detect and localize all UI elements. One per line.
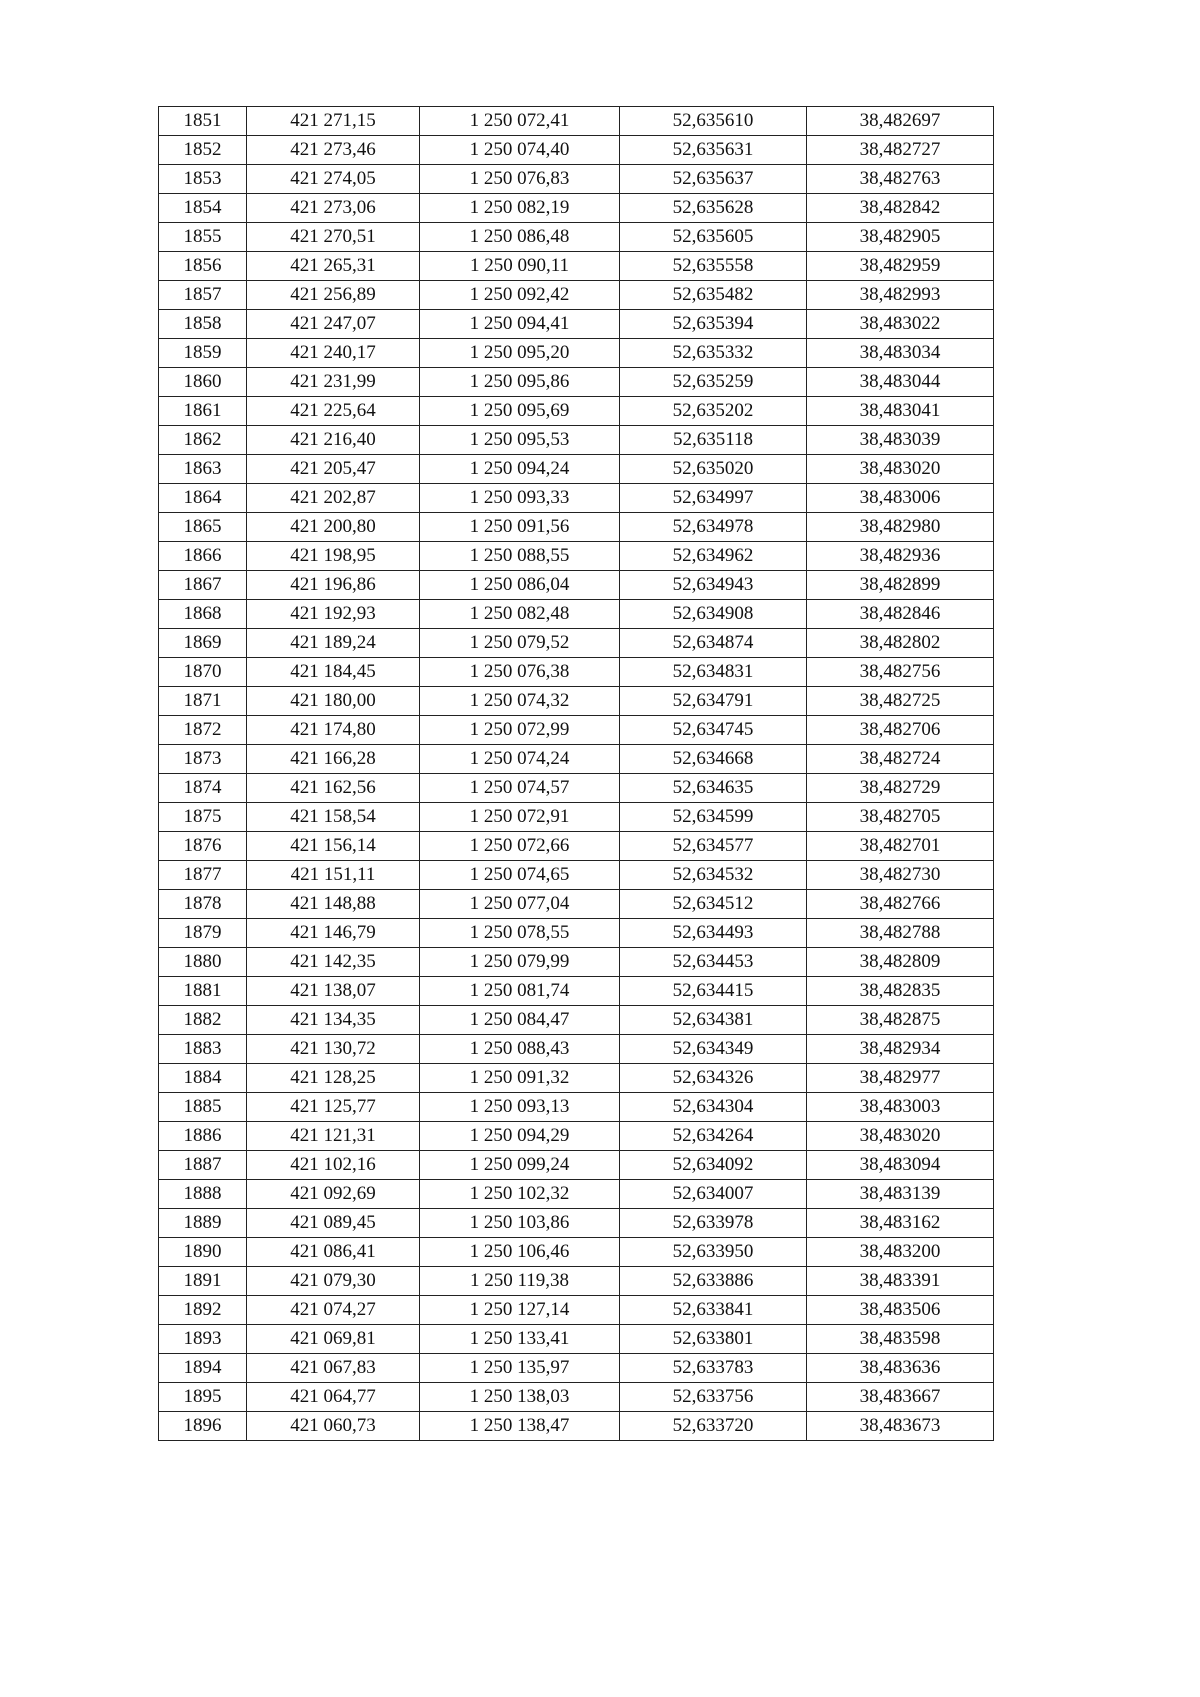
y-coordinate-cell: 1 250 127,14 [420,1296,620,1325]
x-coordinate-cell: 421 256,89 [247,281,420,310]
y-coordinate-cell: 1 250 082,19 [420,194,620,223]
table-row [159,513,994,542]
y-coordinate-cell: 1 250 119,38 [420,1267,620,1296]
latitude-cell: 52,635482 [620,281,807,310]
latitude-cell: 52,635020 [620,455,807,484]
point-number-cell: 1867 [159,571,247,600]
y-coordinate-cell: 1 250 133,41 [420,1325,620,1354]
latitude-cell: 52,635631 [620,136,807,165]
x-coordinate-cell: 421 148,88 [247,890,420,919]
longitude-cell: 38,482809 [807,948,994,977]
longitude-cell: 38,483020 [807,1122,994,1151]
table-row [159,107,994,136]
x-coordinate-cell: 421 200,80 [247,513,420,542]
longitude-cell: 38,483506 [807,1296,994,1325]
table-row [159,600,994,629]
x-coordinate-cell: 421 158,54 [247,803,420,832]
x-coordinate-cell: 421 092,69 [247,1180,420,1209]
longitude-cell: 38,483039 [807,426,994,455]
table-row [159,1325,994,1354]
table-row [159,716,994,745]
x-coordinate-cell: 421 216,40 [247,426,420,455]
point-number-cell: 1853 [159,165,247,194]
y-coordinate-cell: 1 250 084,47 [420,1006,620,1035]
y-coordinate-cell: 1 250 099,24 [420,1151,620,1180]
latitude-cell: 52,635605 [620,223,807,252]
longitude-cell: 38,482730 [807,861,994,890]
table-row [159,1296,994,1325]
point-number-cell: 1866 [159,542,247,571]
y-coordinate-cell: 1 250 081,74 [420,977,620,1006]
table-row [159,1006,994,1035]
point-number-cell: 1862 [159,426,247,455]
table-row [159,977,994,1006]
x-coordinate-cell: 421 180,00 [247,687,420,716]
longitude-cell: 38,482727 [807,136,994,165]
point-number-cell: 1860 [159,368,247,397]
point-number-cell: 1880 [159,948,247,977]
longitude-cell: 38,482959 [807,252,994,281]
y-coordinate-cell: 1 250 090,11 [420,252,620,281]
latitude-cell: 52,634577 [620,832,807,861]
latitude-cell: 52,633801 [620,1325,807,1354]
y-coordinate-cell: 1 250 094,29 [420,1122,620,1151]
table-row [159,1151,994,1180]
y-coordinate-cell: 1 250 093,33 [420,484,620,513]
longitude-cell: 38,483003 [807,1093,994,1122]
table-row [159,252,994,281]
latitude-cell: 52,634908 [620,600,807,629]
table-row [159,397,994,426]
longitude-cell: 38,482701 [807,832,994,861]
latitude-cell: 52,634831 [620,658,807,687]
x-coordinate-cell: 421 086,41 [247,1238,420,1267]
x-coordinate-cell: 421 067,83 [247,1354,420,1383]
longitude-cell: 38,482763 [807,165,994,194]
latitude-cell: 52,633756 [620,1383,807,1412]
y-coordinate-cell: 1 250 091,56 [420,513,620,542]
point-number-cell: 1869 [159,629,247,658]
table-row [159,1122,994,1151]
latitude-cell: 52,634453 [620,948,807,977]
table-row [159,687,994,716]
x-coordinate-cell: 421 138,07 [247,977,420,1006]
y-coordinate-cell: 1 250 102,32 [420,1180,620,1209]
point-number-cell: 1894 [159,1354,247,1383]
longitude-cell: 38,482697 [807,107,994,136]
longitude-cell: 38,483041 [807,397,994,426]
longitude-cell: 38,482905 [807,223,994,252]
y-coordinate-cell: 1 250 072,99 [420,716,620,745]
latitude-cell: 52,634874 [620,629,807,658]
latitude-cell: 52,635628 [620,194,807,223]
point-number-cell: 1874 [159,774,247,803]
x-coordinate-cell: 421 274,05 [247,165,420,194]
table-row [159,1412,994,1441]
latitude-cell: 52,635610 [620,107,807,136]
latitude-cell: 52,634668 [620,745,807,774]
table-row [159,803,994,832]
longitude-cell: 38,482706 [807,716,994,745]
y-coordinate-cell: 1 250 094,41 [420,310,620,339]
x-coordinate-cell: 421 146,79 [247,919,420,948]
x-coordinate-cell: 421 134,35 [247,1006,420,1035]
point-number-cell: 1865 [159,513,247,542]
longitude-cell: 38,483598 [807,1325,994,1354]
y-coordinate-cell: 1 250 077,04 [420,890,620,919]
x-coordinate-cell: 421 060,73 [247,1412,420,1441]
latitude-cell: 52,634007 [620,1180,807,1209]
table-row [159,542,994,571]
latitude-cell: 52,634349 [620,1035,807,1064]
x-coordinate-cell: 421 270,51 [247,223,420,252]
point-number-cell: 1876 [159,832,247,861]
x-coordinate-cell: 421 166,28 [247,745,420,774]
y-coordinate-cell: 1 250 135,97 [420,1354,620,1383]
table-row [159,1383,994,1412]
latitude-cell: 52,634264 [620,1122,807,1151]
latitude-cell: 52,634978 [620,513,807,542]
longitude-cell: 38,483044 [807,368,994,397]
longitude-cell: 38,482899 [807,571,994,600]
longitude-cell: 38,483022 [807,310,994,339]
x-coordinate-cell: 421 089,45 [247,1209,420,1238]
x-coordinate-cell: 421 074,27 [247,1296,420,1325]
x-coordinate-cell: 421 240,17 [247,339,420,368]
longitude-cell: 38,482724 [807,745,994,774]
x-coordinate-cell: 421 231,99 [247,368,420,397]
point-number-cell: 1875 [159,803,247,832]
table-row [159,832,994,861]
latitude-cell: 52,633783 [620,1354,807,1383]
y-coordinate-cell: 1 250 074,24 [420,745,620,774]
latitude-cell: 52,635394 [620,310,807,339]
y-coordinate-cell: 1 250 094,24 [420,455,620,484]
point-number-cell: 1884 [159,1064,247,1093]
x-coordinate-cell: 421 130,72 [247,1035,420,1064]
latitude-cell: 52,633720 [620,1412,807,1441]
x-coordinate-cell: 421 151,11 [247,861,420,890]
table-row [159,1064,994,1093]
x-coordinate-cell: 421 225,64 [247,397,420,426]
x-coordinate-cell: 421 189,24 [247,629,420,658]
latitude-cell: 52,634092 [620,1151,807,1180]
latitude-cell: 52,635558 [620,252,807,281]
point-number-cell: 1873 [159,745,247,774]
table-row [159,571,994,600]
x-coordinate-cell: 421 079,30 [247,1267,420,1296]
longitude-cell: 38,482846 [807,600,994,629]
y-coordinate-cell: 1 250 074,40 [420,136,620,165]
point-number-cell: 1859 [159,339,247,368]
longitude-cell: 38,483094 [807,1151,994,1180]
latitude-cell: 52,633886 [620,1267,807,1296]
longitude-cell: 38,482802 [807,629,994,658]
y-coordinate-cell: 1 250 138,03 [420,1383,620,1412]
x-coordinate-cell: 421 273,06 [247,194,420,223]
x-coordinate-cell: 421 205,47 [247,455,420,484]
y-coordinate-cell: 1 250 095,86 [420,368,620,397]
x-coordinate-cell: 421 271,15 [247,107,420,136]
point-number-cell: 1893 [159,1325,247,1354]
point-number-cell: 1888 [159,1180,247,1209]
longitude-cell: 38,483162 [807,1209,994,1238]
longitude-cell: 38,483200 [807,1238,994,1267]
longitude-cell: 38,482705 [807,803,994,832]
point-number-cell: 1885 [159,1093,247,1122]
table-row [159,658,994,687]
y-coordinate-cell: 1 250 103,86 [420,1209,620,1238]
latitude-cell: 52,634745 [620,716,807,745]
longitude-cell: 38,482842 [807,194,994,223]
point-number-cell: 1868 [159,600,247,629]
latitude-cell: 52,634599 [620,803,807,832]
longitude-cell: 38,483391 [807,1267,994,1296]
longitude-cell: 38,483139 [807,1180,994,1209]
table-row [159,484,994,513]
y-coordinate-cell: 1 250 076,83 [420,165,620,194]
table-row [159,426,994,455]
point-number-cell: 1851 [159,107,247,136]
longitude-cell: 38,483673 [807,1412,994,1441]
y-coordinate-cell: 1 250 072,66 [420,832,620,861]
y-coordinate-cell: 1 250 088,55 [420,542,620,571]
longitude-cell: 38,482835 [807,977,994,1006]
table-row [159,1093,994,1122]
longitude-cell: 38,482980 [807,513,994,542]
table-row [159,368,994,397]
x-coordinate-cell: 421 184,45 [247,658,420,687]
y-coordinate-cell: 1 250 072,41 [420,107,620,136]
point-number-cell: 1882 [159,1006,247,1035]
table-row [159,861,994,890]
coordinates-table [158,106,994,1441]
x-coordinate-cell: 421 198,95 [247,542,420,571]
latitude-cell: 52,635118 [620,426,807,455]
table-row [159,919,994,948]
table-row [159,1180,994,1209]
point-number-cell: 1855 [159,223,247,252]
longitude-cell: 38,482977 [807,1064,994,1093]
x-coordinate-cell: 421 069,81 [247,1325,420,1354]
longitude-cell: 38,482766 [807,890,994,919]
point-number-cell: 1878 [159,890,247,919]
latitude-cell: 52,634512 [620,890,807,919]
latitude-cell: 52,635202 [620,397,807,426]
y-coordinate-cell: 1 250 078,55 [420,919,620,948]
table-row [159,136,994,165]
longitude-cell: 38,483006 [807,484,994,513]
point-number-cell: 1877 [159,861,247,890]
longitude-cell: 38,482875 [807,1006,994,1035]
y-coordinate-cell: 1 250 091,32 [420,1064,620,1093]
y-coordinate-cell: 1 250 095,20 [420,339,620,368]
latitude-cell: 52,634326 [620,1064,807,1093]
point-number-cell: 1883 [159,1035,247,1064]
latitude-cell: 52,634962 [620,542,807,571]
point-number-cell: 1872 [159,716,247,745]
y-coordinate-cell: 1 250 076,38 [420,658,620,687]
y-coordinate-cell: 1 250 074,57 [420,774,620,803]
y-coordinate-cell: 1 250 079,99 [420,948,620,977]
x-coordinate-cell: 421 064,77 [247,1383,420,1412]
table-row [159,1238,994,1267]
x-coordinate-cell: 421 265,31 [247,252,420,281]
longitude-cell: 38,482725 [807,687,994,716]
longitude-cell: 38,482934 [807,1035,994,1064]
y-coordinate-cell: 1 250 072,91 [420,803,620,832]
table-row [159,1035,994,1064]
y-coordinate-cell: 1 250 074,32 [420,687,620,716]
table-row [159,1209,994,1238]
x-coordinate-cell: 421 174,80 [247,716,420,745]
x-coordinate-cell: 421 156,14 [247,832,420,861]
point-number-cell: 1895 [159,1383,247,1412]
point-number-cell: 1879 [159,919,247,948]
table-row [159,455,994,484]
longitude-cell: 38,482729 [807,774,994,803]
latitude-cell: 52,633978 [620,1209,807,1238]
longitude-cell: 38,483020 [807,455,994,484]
latitude-cell: 52,635637 [620,165,807,194]
table-row [159,948,994,977]
point-number-cell: 1886 [159,1122,247,1151]
point-number-cell: 1857 [159,281,247,310]
longitude-cell: 38,482993 [807,281,994,310]
latitude-cell: 52,633950 [620,1238,807,1267]
point-number-cell: 1896 [159,1412,247,1441]
y-coordinate-cell: 1 250 095,53 [420,426,620,455]
table-row [159,1267,994,1296]
x-coordinate-cell: 421 121,31 [247,1122,420,1151]
y-coordinate-cell: 1 250 106,46 [420,1238,620,1267]
table-row [159,339,994,368]
table-row [159,745,994,774]
latitude-cell: 52,634791 [620,687,807,716]
latitude-cell: 52,634635 [620,774,807,803]
latitude-cell: 52,634493 [620,919,807,948]
x-coordinate-cell: 421 192,93 [247,600,420,629]
x-coordinate-cell: 421 142,35 [247,948,420,977]
longitude-cell: 38,482756 [807,658,994,687]
point-number-cell: 1892 [159,1296,247,1325]
longitude-cell: 38,483636 [807,1354,994,1383]
x-coordinate-cell: 421 128,25 [247,1064,420,1093]
y-coordinate-cell: 1 250 082,48 [420,600,620,629]
y-coordinate-cell: 1 250 079,52 [420,629,620,658]
table-row [159,165,994,194]
y-coordinate-cell: 1 250 138,47 [420,1412,620,1441]
x-coordinate-cell: 421 102,16 [247,1151,420,1180]
latitude-cell: 52,634381 [620,1006,807,1035]
x-coordinate-cell: 421 196,86 [247,571,420,600]
point-number-cell: 1863 [159,455,247,484]
y-coordinate-cell: 1 250 088,43 [420,1035,620,1064]
longitude-cell: 38,482936 [807,542,994,571]
latitude-cell: 52,634415 [620,977,807,1006]
point-number-cell: 1861 [159,397,247,426]
y-coordinate-cell: 1 250 074,65 [420,861,620,890]
latitude-cell: 52,635259 [620,368,807,397]
coordinates-table-body [159,107,994,1441]
latitude-cell: 52,634532 [620,861,807,890]
latitude-cell: 52,634304 [620,1093,807,1122]
point-number-cell: 1864 [159,484,247,513]
y-coordinate-cell: 1 250 086,48 [420,223,620,252]
point-number-cell: 1870 [159,658,247,687]
x-coordinate-cell: 421 273,46 [247,136,420,165]
point-number-cell: 1852 [159,136,247,165]
y-coordinate-cell: 1 250 092,42 [420,281,620,310]
point-number-cell: 1856 [159,252,247,281]
point-number-cell: 1889 [159,1209,247,1238]
point-number-cell: 1890 [159,1238,247,1267]
latitude-cell: 52,634943 [620,571,807,600]
latitude-cell: 52,633841 [620,1296,807,1325]
table-row [159,890,994,919]
point-number-cell: 1854 [159,194,247,223]
point-number-cell: 1871 [159,687,247,716]
table-row [159,310,994,339]
table-row [159,774,994,803]
longitude-cell: 38,483034 [807,339,994,368]
latitude-cell: 52,635332 [620,339,807,368]
x-coordinate-cell: 421 247,07 [247,310,420,339]
table-row [159,629,994,658]
table-row [159,194,994,223]
y-coordinate-cell: 1 250 095,69 [420,397,620,426]
longitude-cell: 38,482788 [807,919,994,948]
y-coordinate-cell: 1 250 093,13 [420,1093,620,1122]
latitude-cell: 52,634997 [620,484,807,513]
point-number-cell: 1891 [159,1267,247,1296]
point-number-cell: 1887 [159,1151,247,1180]
point-number-cell: 1881 [159,977,247,1006]
y-coordinate-cell: 1 250 086,04 [420,571,620,600]
table-row [159,223,994,252]
x-coordinate-cell: 421 162,56 [247,774,420,803]
x-coordinate-cell: 421 202,87 [247,484,420,513]
x-coordinate-cell: 421 125,77 [247,1093,420,1122]
table-row [159,1354,994,1383]
table-row [159,281,994,310]
longitude-cell: 38,483667 [807,1383,994,1412]
point-number-cell: 1858 [159,310,247,339]
